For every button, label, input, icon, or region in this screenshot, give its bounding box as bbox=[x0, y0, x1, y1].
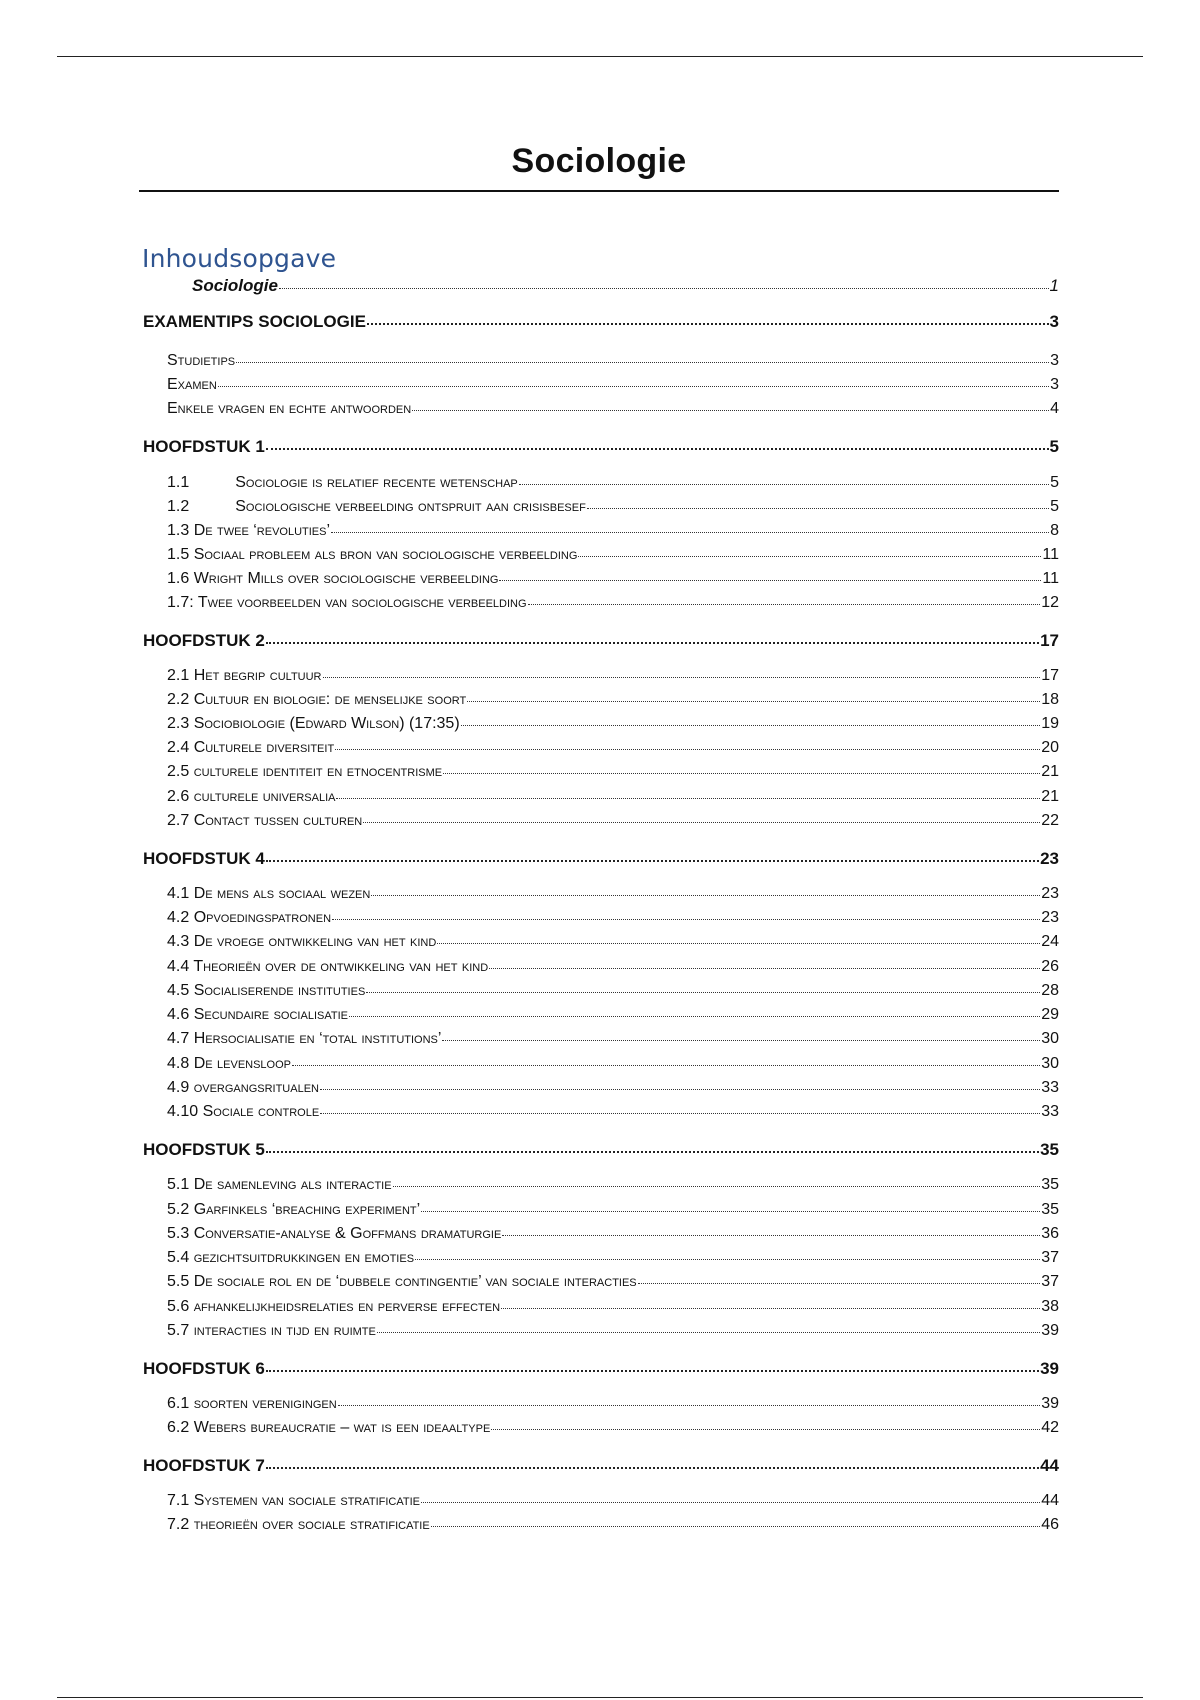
toc-entry-label: 4.7 Hersocialisatie en ‘total institutions’ bbox=[167, 1030, 442, 1047]
toc-chapter-entry[interactable] bbox=[143, 437, 1059, 459]
toc-entry-label: HOOFDSTUK 1 bbox=[143, 437, 265, 456]
toc-entry-label: HOOFDSTUK 2 bbox=[143, 631, 265, 650]
toc-entry-label: 2.2 Cultuur en biologie: de menselijke soort bbox=[167, 691, 467, 708]
toc-entry-label: 5.4 gezichtsuitdrukkingen en emoties bbox=[167, 1249, 415, 1266]
toc-entry-label: 7.2 theorieën over sociale stratificatie bbox=[167, 1516, 430, 1533]
toc-dot-leader bbox=[393, 1185, 1041, 1187]
toc-entry-label bbox=[167, 474, 518, 492]
toc-entry-text: Sociologie is relatief recente wetenschap bbox=[235, 474, 518, 491]
toc-page-number: 39 bbox=[1040, 1359, 1059, 1378]
toc-entry-label: 5.5 De sociale rol en de ‘dubbele contingentie’ van sociale interacties bbox=[167, 1273, 637, 1290]
toc-dot-leader bbox=[431, 1525, 1040, 1527]
toc-entry[interactable] bbox=[167, 667, 1059, 689]
toc-chapter-entry[interactable] bbox=[143, 312, 1059, 334]
toc-entry-label: 1.7: Twee voorbeelden van sociologische verbeelding bbox=[167, 594, 527, 611]
toc-dot-leader bbox=[320, 1088, 1040, 1090]
toc-entry-label bbox=[167, 498, 586, 516]
toc-dot-leader bbox=[236, 361, 1049, 363]
toc-entry-label: 5.3 Conversatie-analyse & Goffmans dramaturgie bbox=[167, 1225, 502, 1242]
toc-dot-leader bbox=[578, 555, 1041, 557]
toc-entry-label: HOOFDSTUK 4 bbox=[143, 849, 265, 868]
toc-dot-leader bbox=[349, 1015, 1040, 1017]
toc-dot-leader bbox=[266, 1369, 1039, 1372]
toc-page-number: 23 bbox=[1040, 849, 1059, 868]
toc-page-number: 17 bbox=[1041, 667, 1059, 684]
toc-dot-leader bbox=[638, 1282, 1041, 1284]
toc-entry-label: 4.9 overgangsritualen bbox=[167, 1079, 319, 1096]
toc-entry[interactable] bbox=[167, 763, 1059, 785]
toc-page-number: 42 bbox=[1041, 1419, 1059, 1436]
toc-entry[interactable] bbox=[167, 594, 1059, 616]
toc-entry-label: 4.4 Theorieën over de ontwikkeling van het kind bbox=[167, 958, 489, 975]
toc-entry-label: Sociologie bbox=[192, 276, 278, 295]
toc-entry-label: 4.8 De levensloop bbox=[167, 1055, 292, 1072]
toc-entry[interactable] bbox=[167, 1273, 1059, 1295]
toc-page-number: 3 bbox=[1050, 376, 1059, 393]
toc-page-number: 44 bbox=[1041, 1492, 1059, 1509]
toc-entry-label: Studietips bbox=[167, 352, 236, 369]
toc-page-number: 22 bbox=[1041, 812, 1059, 829]
toc-page-number: 29 bbox=[1041, 1006, 1059, 1023]
toc-entry-label: Enkele vragen en echte antwoorden bbox=[167, 400, 412, 417]
toc-entry[interactable] bbox=[167, 1201, 1059, 1223]
toc-entry[interactable] bbox=[167, 1030, 1059, 1052]
toc-entry[interactable] bbox=[167, 1322, 1059, 1344]
toc-chapter-entry[interactable] bbox=[143, 849, 1059, 871]
toc-entry[interactable] bbox=[167, 546, 1059, 568]
toc-dot-leader bbox=[377, 1331, 1040, 1333]
toc-chapter-entry[interactable] bbox=[143, 1359, 1059, 1381]
toc-entry[interactable] bbox=[167, 715, 1059, 737]
toc-entry[interactable] bbox=[167, 1176, 1059, 1198]
toc-dot-leader bbox=[266, 859, 1039, 862]
toc-entry[interactable] bbox=[167, 1079, 1059, 1101]
toc-dot-leader bbox=[266, 1466, 1039, 1469]
toc-dot-leader bbox=[491, 1428, 1040, 1430]
toc-dot-leader bbox=[489, 967, 1040, 969]
toc-page-number: 39 bbox=[1041, 1395, 1059, 1412]
toc-page-number: 38 bbox=[1041, 1298, 1059, 1315]
toc-dot-leader bbox=[367, 322, 1049, 325]
toc-page-number: 11 bbox=[1042, 570, 1059, 587]
toc-entry[interactable] bbox=[167, 352, 1059, 374]
toc-entry[interactable] bbox=[167, 570, 1059, 592]
toc-entry[interactable] bbox=[167, 958, 1059, 980]
toc-page-number: 33 bbox=[1041, 1103, 1059, 1120]
toc-page-number: 11 bbox=[1042, 546, 1059, 563]
toc-entry[interactable] bbox=[167, 1006, 1059, 1028]
toc-page-number: 28 bbox=[1041, 982, 1059, 999]
toc-page-number: 8 bbox=[1050, 522, 1059, 539]
toc-entry[interactable] bbox=[167, 1492, 1059, 1514]
toc-entry[interactable] bbox=[167, 498, 1059, 520]
toc-entry[interactable] bbox=[167, 812, 1059, 834]
toc-entry-label: 2.5 culturele identiteit en etnocentrisme bbox=[167, 763, 443, 780]
toc-entry-label: Examen bbox=[167, 376, 217, 393]
toc-page-number: 44 bbox=[1040, 1456, 1059, 1475]
toc-entry-label: 5.2 Garfinkels ‘breaching experiment’ bbox=[167, 1201, 421, 1218]
toc-page-number: 23 bbox=[1041, 885, 1059, 902]
toc-entry[interactable] bbox=[192, 276, 1059, 298]
toc-dot-leader bbox=[266, 641, 1039, 644]
toc-dot-leader bbox=[499, 579, 1041, 581]
toc-entry[interactable] bbox=[167, 1516, 1059, 1538]
toc-entry[interactable] bbox=[167, 933, 1059, 955]
toc-page-number: 1 bbox=[1049, 276, 1059, 295]
title-underline bbox=[139, 190, 1059, 192]
toc-entry-label: 4.2 Opvoedingspatronen bbox=[167, 909, 332, 926]
toc-page-number: 12 bbox=[1041, 594, 1059, 611]
toc-dot-leader bbox=[467, 700, 1040, 702]
toc-dot-leader bbox=[323, 676, 1041, 678]
toc-dot-leader bbox=[266, 1150, 1039, 1153]
toc-dot-leader bbox=[461, 724, 1041, 726]
toc-dot-leader bbox=[320, 1112, 1040, 1114]
toc-dot-leader bbox=[292, 1064, 1040, 1066]
toc-page-number: 21 bbox=[1041, 788, 1059, 805]
toc-entry-number: 1.1 bbox=[167, 474, 190, 491]
toc-page-number: 17 bbox=[1040, 631, 1059, 650]
toc-page-number: 3 bbox=[1050, 352, 1059, 369]
toc-entry-label: 5.7 interacties in tijd en ruimte bbox=[167, 1322, 376, 1339]
toc-entry[interactable] bbox=[167, 739, 1059, 761]
toc-heading: Inhoudsopgave bbox=[142, 244, 337, 273]
toc-entry-text: Sociologische verbeelding ontspruit aan crisisbesef bbox=[235, 498, 586, 515]
toc-entry-label: 4.1 De mens als sociaal wezen bbox=[167, 885, 371, 902]
toc-entry[interactable] bbox=[167, 1103, 1059, 1125]
toc-entry-label: 6.1 soorten verenigingen bbox=[167, 1395, 337, 1412]
toc-dot-leader bbox=[421, 1501, 1040, 1503]
document-title: Sociologie bbox=[511, 142, 687, 180]
toc-page-number: 18 bbox=[1041, 691, 1059, 708]
toc-entry[interactable] bbox=[167, 1225, 1059, 1247]
toc-dot-leader bbox=[501, 1307, 1040, 1309]
toc-dot-leader bbox=[338, 1404, 1041, 1406]
toc-dot-leader bbox=[336, 797, 1040, 799]
toc-entry[interactable] bbox=[167, 1298, 1059, 1320]
toc-dot-leader bbox=[442, 1039, 1040, 1041]
toc-page-number: 4 bbox=[1050, 400, 1059, 417]
toc-entry[interactable] bbox=[167, 400, 1059, 422]
toc-page-number: 5 bbox=[1050, 498, 1059, 515]
toc-entry[interactable] bbox=[167, 1395, 1059, 1417]
toc-dot-leader bbox=[437, 942, 1040, 944]
toc-entry-label: 2.7 Contact tussen culturen bbox=[167, 812, 363, 829]
toc-page-number: 30 bbox=[1041, 1030, 1059, 1047]
toc-page-number: 37 bbox=[1041, 1249, 1059, 1266]
toc-entry-label: 7.1 Systemen van sociale stratificatie bbox=[167, 1492, 421, 1509]
toc-entry[interactable] bbox=[167, 522, 1059, 544]
toc-dot-leader bbox=[528, 603, 1041, 605]
toc-entry-label: 1.5 Sociaal probleem als bron van sociologische verbeelding bbox=[167, 546, 578, 563]
toc-dot-leader bbox=[587, 507, 1049, 509]
toc-dot-leader bbox=[366, 991, 1040, 993]
toc-dot-leader bbox=[363, 821, 1040, 823]
toc-entry[interactable] bbox=[167, 1055, 1059, 1077]
toc-page-number: 19 bbox=[1041, 715, 1059, 732]
toc-page-number: 5 bbox=[1050, 474, 1059, 491]
toc-entry-label: 5.6 afhankelijkheidsrelaties en perverse effecten bbox=[167, 1298, 501, 1315]
toc-dot-leader bbox=[266, 447, 1049, 450]
header-rule bbox=[57, 56, 1143, 57]
toc-page-number: 30 bbox=[1041, 1055, 1059, 1072]
toc-entry-label: 1.3 De twee ‘revoluties’ bbox=[167, 522, 331, 539]
toc-entry-label: 2.6 culturele universalia bbox=[167, 788, 336, 805]
toc-entry[interactable] bbox=[167, 788, 1059, 810]
toc-chapter-entry[interactable] bbox=[143, 1140, 1059, 1162]
toc-page-number: 24 bbox=[1041, 933, 1059, 950]
toc-dot-leader bbox=[279, 287, 1049, 289]
toc-dot-leader bbox=[519, 483, 1049, 485]
toc-dot-leader bbox=[421, 1210, 1040, 1212]
toc-dot-leader bbox=[412, 409, 1049, 411]
toc-entry-number: 1.2 bbox=[167, 498, 190, 515]
toc-chapter-entry[interactable] bbox=[143, 1456, 1059, 1478]
toc-entry-label: 6.2 Webers bureaucratie – wat is een ideaaltype bbox=[167, 1419, 491, 1436]
toc-page-number: 35 bbox=[1041, 1201, 1059, 1218]
toc-entry[interactable] bbox=[167, 1419, 1059, 1441]
toc-dot-leader bbox=[502, 1234, 1040, 1236]
toc-chapter-entry[interactable] bbox=[143, 631, 1059, 653]
toc-entry-label: EXAMENTIPS SOCIOLOGIE bbox=[143, 312, 366, 331]
toc-entry-label: 4.6 Secundaire socialisatie bbox=[167, 1006, 348, 1023]
toc-entry-label: HOOFDSTUK 5 bbox=[143, 1140, 265, 1159]
toc-page-number: 35 bbox=[1040, 1140, 1059, 1159]
toc-entry-label: HOOFDSTUK 6 bbox=[143, 1359, 265, 1378]
toc-dot-leader bbox=[415, 1258, 1040, 1260]
toc-page-number: 46 bbox=[1041, 1516, 1059, 1533]
toc-entry-label: 2.4 Culturele diversiteit bbox=[167, 739, 335, 756]
toc-entry[interactable] bbox=[167, 691, 1059, 713]
toc-page-number: 3 bbox=[1049, 312, 1059, 331]
toc-entry-label: 4.5 Socialiserende instituties bbox=[167, 982, 366, 999]
toc-entry-label: 1.6 Wright Mills over sociologische verbeelding bbox=[167, 570, 499, 587]
toc-page-number: 37 bbox=[1041, 1273, 1059, 1290]
toc-page-number: 5 bbox=[1049, 437, 1059, 456]
toc-entry[interactable] bbox=[167, 376, 1059, 398]
toc-dot-leader bbox=[332, 918, 1040, 920]
toc-page-number: 23 bbox=[1041, 909, 1059, 926]
toc-page-number: 26 bbox=[1041, 958, 1059, 975]
toc-dot-leader bbox=[218, 385, 1049, 387]
toc-entry-label: 2.3 Sociobiologie (Edward Wilson) (17:35) bbox=[167, 715, 460, 732]
toc-entry[interactable] bbox=[167, 982, 1059, 1004]
footer-rule bbox=[57, 1697, 1143, 1698]
toc-entry-label: HOOFDSTUK 7 bbox=[143, 1456, 265, 1475]
toc-entry[interactable] bbox=[167, 909, 1059, 931]
toc-page-number: 21 bbox=[1041, 763, 1059, 780]
toc-entry[interactable] bbox=[167, 474, 1059, 496]
toc-dot-leader bbox=[371, 894, 1040, 896]
toc-entry-label: 4.10 Sociale controle bbox=[167, 1103, 320, 1120]
toc-page-number: 39 bbox=[1041, 1322, 1059, 1339]
toc-dot-leader bbox=[443, 772, 1040, 774]
toc-page-number: 33 bbox=[1041, 1079, 1059, 1096]
toc-entry[interactable] bbox=[167, 885, 1059, 907]
toc-entry-label: 2.1 Het begrip cultuur bbox=[167, 667, 322, 684]
toc-entry-label: 5.1 De samenleving als interactie bbox=[167, 1176, 392, 1193]
toc-dot-leader bbox=[331, 531, 1049, 533]
toc-entry-label: 4.3 De vroege ontwikkeling van het kind bbox=[167, 933, 437, 950]
toc-page-number: 36 bbox=[1041, 1225, 1059, 1242]
toc-page-number: 35 bbox=[1041, 1176, 1059, 1193]
toc-page-number: 20 bbox=[1041, 739, 1059, 756]
toc-entry[interactable] bbox=[167, 1249, 1059, 1271]
toc-dot-leader bbox=[335, 748, 1040, 750]
